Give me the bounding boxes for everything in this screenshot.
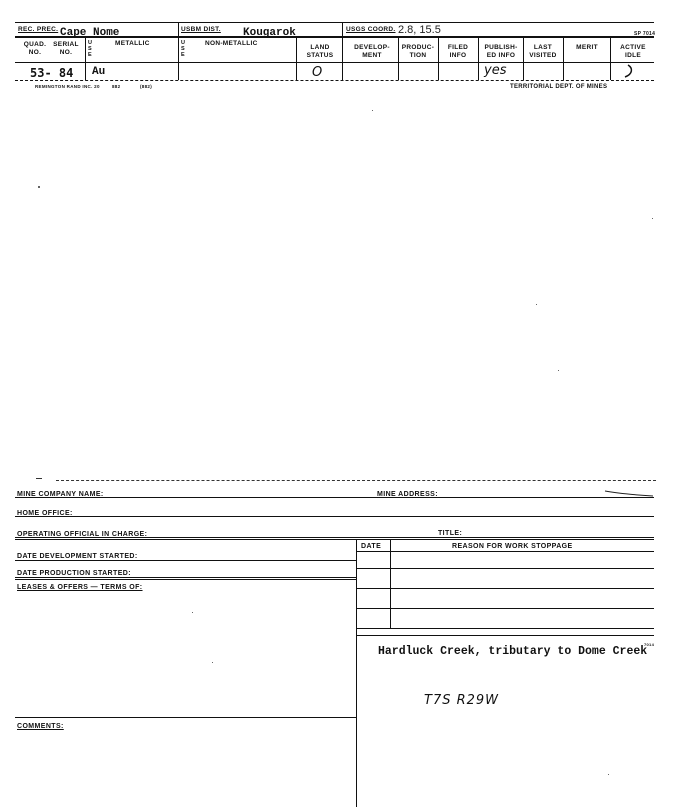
printer-code-1: 882 — [112, 84, 121, 89]
col-divider-pub — [523, 37, 524, 80]
header-divider-1 — [178, 22, 179, 80]
date-column-divider — [390, 539, 391, 629]
col-merit: MERIT — [576, 44, 598, 51]
col-quad-no: QUAD. NO. — [23, 41, 47, 56]
scan-speck — [652, 218, 653, 219]
lower-tick-mark — [36, 478, 42, 479]
col-divider-quad — [85, 37, 86, 80]
record-published-info: yes — [484, 63, 507, 78]
col-divider-prod — [438, 37, 439, 80]
comments-label: COMMENTS: — [17, 723, 64, 730]
printer-line: REMINGTON RAND INC. 20 — [35, 84, 100, 89]
usgs-coord-value: 2.8, 15.5 — [398, 24, 441, 36]
right-table-left-border — [356, 539, 357, 807]
row-rule-dev-started — [15, 560, 356, 561]
col-use-metallic: U S E — [88, 40, 93, 58]
printer-code-2: (882) — [140, 84, 153, 89]
record-land-status: O — [312, 65, 323, 80]
usbm-dist-label: USBM DIST. — [181, 26, 221, 33]
col-development: DEVELOP- MENT — [354, 44, 390, 59]
reason-column-label: REASON FOR WORK STOPPAGE — [452, 543, 573, 550]
home-office-label: HOME OFFICE: — [17, 510, 73, 517]
col-divider-merit — [610, 37, 611, 80]
row-rule-home-office — [15, 516, 654, 517]
scan-speck — [38, 186, 40, 188]
stoppage-row-rule-5 — [356, 635, 654, 636]
stoppage-header-rule — [356, 551, 654, 552]
col-last-visited: LAST VISITED — [529, 44, 557, 59]
col-divider-dev — [398, 37, 399, 80]
scan-speck — [558, 370, 559, 371]
col-divider-land — [296, 37, 297, 80]
form-number: SP 7014 — [634, 31, 656, 37]
stoppage-row-rule-2 — [356, 588, 654, 589]
scan-speck — [608, 774, 609, 775]
record-quad-serial: 53- 84 — [30, 66, 74, 80]
scan-speck — [536, 304, 537, 305]
rec-prec-value: Cape Nome — [60, 27, 120, 39]
operating-official-label: OPERATING OFFICIAL IN CHARGE: — [17, 531, 148, 538]
col-land-status: LAND STATUS — [306, 44, 334, 59]
column-header-bottom-rule — [15, 62, 654, 63]
col-metallic: METALLIC — [115, 40, 150, 47]
row-rule-leases-bottom — [15, 717, 356, 718]
location-note-code: 7014 — [644, 642, 655, 647]
usbm-dist-value: Kougarok — [243, 27, 296, 39]
col-filed-info: FILED INFO — [447, 44, 469, 59]
stray-pen-stroke — [603, 484, 653, 492]
scan-speck — [192, 612, 193, 613]
row-rule-prod-started — [15, 577, 356, 578]
mine-address-label: MINE ADDRESS: — [377, 491, 438, 498]
stoppage-row-rule-1 — [356, 568, 654, 569]
agency-name: TERRITORIAL DEPT. OF MINES — [510, 84, 608, 90]
header-divider-2 — [342, 22, 343, 80]
usgs-coord-label: USGS COORD. — [346, 26, 396, 33]
header-top-rule — [15, 22, 654, 23]
leases-label: LEASES & OFFERS — TERMS OF: — [17, 584, 143, 591]
row-rule-company — [15, 497, 654, 498]
stoppage-row-rule-4 — [356, 628, 654, 629]
col-divider-last — [563, 37, 564, 80]
date-development-label: DATE DEVELOPMENT STARTED: — [17, 553, 138, 560]
col-published-info: PUBLISH- ED INFO — [484, 44, 518, 59]
township-note: T7S R29W — [424, 693, 500, 708]
col-divider-filed — [478, 37, 479, 80]
location-note: Hardluck Creek, tributary to Dome Creek — [378, 645, 648, 658]
col-serial-no: SERIAL NO. — [53, 41, 79, 56]
record-bottom-rule — [15, 80, 654, 81]
lower-top-dashed-rule — [56, 480, 656, 481]
date-column-label: DATE — [361, 543, 382, 550]
col-use-nonmetallic: U S E — [181, 40, 186, 58]
stoppage-row-rule-3 — [356, 608, 654, 609]
active-idle-check-mark — [624, 63, 634, 77]
title-label: TITLE: — [438, 530, 463, 537]
row-rule-official-2 — [15, 539, 654, 540]
scan-speck — [372, 110, 373, 111]
mine-company-name-label: MINE COMPANY NAME: — [17, 491, 104, 498]
col-active-idle: ACTIVE IDLE — [620, 44, 646, 59]
rec-prec-label: REC. PREC. — [18, 26, 59, 33]
col-non-metallic: NON-METALLIC — [205, 40, 258, 47]
scan-speck — [212, 662, 213, 663]
date-production-label: DATE PRODUCTION STARTED: — [17, 570, 131, 577]
col-production: PRODUC- TION — [401, 44, 435, 59]
row-rule-prod-started-2 — [15, 579, 356, 580]
record-metallic: Au — [92, 66, 106, 78]
